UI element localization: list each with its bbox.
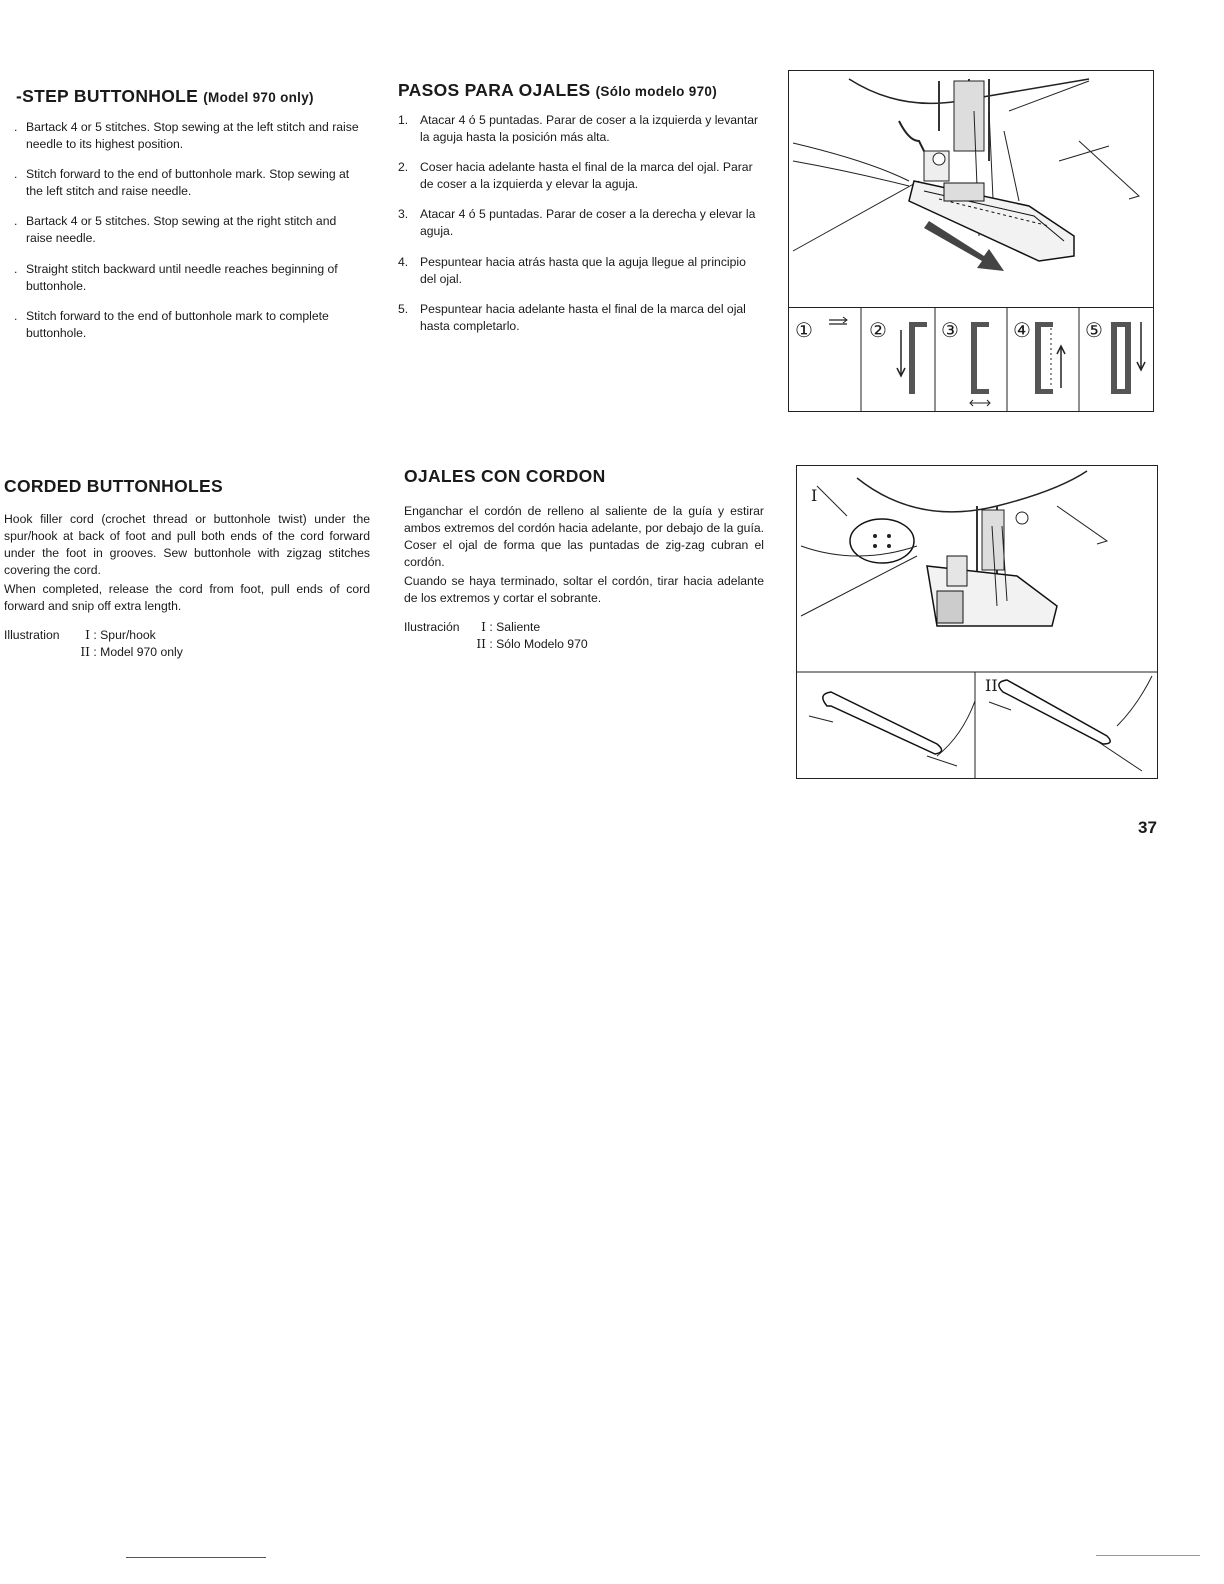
es-legend-label: Ilustración (404, 620, 460, 634)
figure2-label-II: II (985, 676, 998, 695)
es-legend-row-2 (472, 636, 588, 653)
corded-foot-illustration (797, 466, 1157, 778)
en-legend-text: Model 970 only (100, 645, 183, 659)
es-legend-sep: : (489, 637, 493, 651)
en-legend-row-1 (76, 627, 156, 644)
page-number: 37 (1138, 818, 1157, 837)
es-corded-paragraph-1: Enganchar el cordón de relleno al saliente de la guía y estirar ambos extremos del cordón hacia adelante, por debajo de la guía. Coser el ojal de forma que las puntadas de zig-zag cubran el cordón. (404, 504, 764, 569)
es-step-text: Pespuntear hacia adelante hasta el final de la marca del ojal hasta completarlo. (420, 302, 746, 333)
en-step-marker: . (14, 214, 18, 228)
en-legend-label: Illustration (4, 628, 60, 642)
es-step-title (398, 80, 768, 101)
en-step-title (16, 86, 372, 107)
es-step-text: Coser hacia adelante hasta el final de la marca del ojal. Parar de coser a la izquierda y elevar la aguja. (420, 160, 753, 191)
es-legend-sep: : (489, 620, 493, 634)
es-step-marker: 3. (398, 207, 409, 221)
footer-divider (1096, 1555, 1200, 1556)
es-step-marker: 5. (398, 302, 409, 316)
en-legend-mark: II (80, 645, 90, 659)
en-step-section (16, 86, 372, 107)
es-step-marker: 2. (398, 160, 409, 174)
en-step-title-main: -STEP BUTTONHOLE (16, 86, 199, 106)
step-3-diagram (970, 322, 990, 406)
en-step-text: Stitch forward to the end of buttonhole mark. Stop sewing at the left stitch and raise needle. (26, 167, 350, 198)
es-legend-mark: II (476, 637, 486, 651)
en-legend-row-2 (76, 644, 183, 661)
es-legend (404, 619, 764, 655)
buttonhole-figure (788, 70, 1154, 412)
en-corded-title: CORDED BUTTONHOLES (4, 476, 223, 496)
en-step-title-suffix: (Model 970 only) (203, 90, 314, 105)
en-step-text: Bartack 4 or 5 stitches. Stop sewing at the left stitch and raise needle to its highest position. (26, 120, 359, 151)
en-corded-paragraph-1: Hook filler cord (crochet thread or buttonhole twist) under the spur/hook at back of foot and pull both ends of the cord forward under the foot in grooves. Sew buttonhole with zigzag stitches covering the cord. (4, 512, 370, 577)
step-number-4: ④ (1013, 318, 1031, 342)
es-step-text: Pespuntear hacia atrás hasta que la aguja llegue al principio del ojal. (420, 255, 746, 286)
es-legend-mark: I (481, 620, 486, 634)
step-number-1: ① (795, 318, 813, 342)
es-step-marker: 1. (398, 113, 409, 127)
step-number-3: ③ (941, 318, 959, 342)
step-number-5: ⑤ (1085, 318, 1103, 342)
es-step-text: Atacar 4 ó 5 puntadas. Parar de coser a la izquierda y levantar la aguja hasta la posición más alta. (420, 113, 759, 144)
step-1-diagram (829, 317, 847, 324)
en-step-marker: . (14, 262, 18, 276)
en-legend-mark: I (85, 628, 90, 642)
corded-buttonhole-figure (796, 465, 1158, 779)
figure2-label-I: I (811, 486, 818, 505)
en-corded-section (4, 476, 370, 663)
footer-link-line (126, 1557, 266, 1558)
en-legend-sep: : (93, 628, 97, 642)
en-legend-text: Spur/hook (100, 628, 156, 642)
en-legend (4, 627, 370, 663)
en-step-marker: . (14, 120, 18, 134)
en-step-marker: . (14, 309, 18, 323)
es-step-title-suffix: (Sólo modelo 970) (595, 84, 717, 99)
step-5-diagram (1111, 322, 1145, 394)
en-step-marker: . (14, 167, 18, 181)
es-step-title-main: PASOS PARA OJALES (398, 80, 591, 100)
es-step-text: Atacar 4 ó 5 puntadas. Parar de coser a la derecha y elevar la aguja. (420, 207, 756, 238)
step-4-diagram (1035, 322, 1065, 394)
es-step-section (398, 80, 768, 101)
es-legend-text: Saliente (496, 620, 541, 634)
es-step-marker: 4. (398, 255, 409, 269)
en-step-text: Bartack 4 or 5 stitches. Stop sewing at the right stitch and raise needle. (26, 214, 337, 245)
en-step-text: Stitch forward to the end of buttonhole mark to complete buttonhole. (26, 309, 329, 340)
step-2-diagram (897, 322, 927, 394)
en-legend-sep: : (93, 645, 97, 659)
es-corded-title: OJALES CON CORDON (404, 466, 606, 486)
es-corded-section (404, 466, 764, 655)
en-step-text: Straight stitch backward until needle reaches beginning of buttonhole. (26, 262, 338, 293)
es-legend-text: Sólo Modelo 970 (496, 637, 588, 651)
es-legend-row-1 (472, 619, 540, 636)
es-corded-paragraph-2: Cuando se haya terminado, soltar el cordón, tirar hacia adelante de los extremos y cortar el sobrante. (404, 574, 764, 605)
step-number-2: ② (869, 318, 887, 342)
en-corded-paragraph-2: When completed, release the cord from foot, pull ends of cord forward and snip off extra length. (4, 582, 370, 613)
buttonhole-steps-strip (789, 307, 1153, 412)
